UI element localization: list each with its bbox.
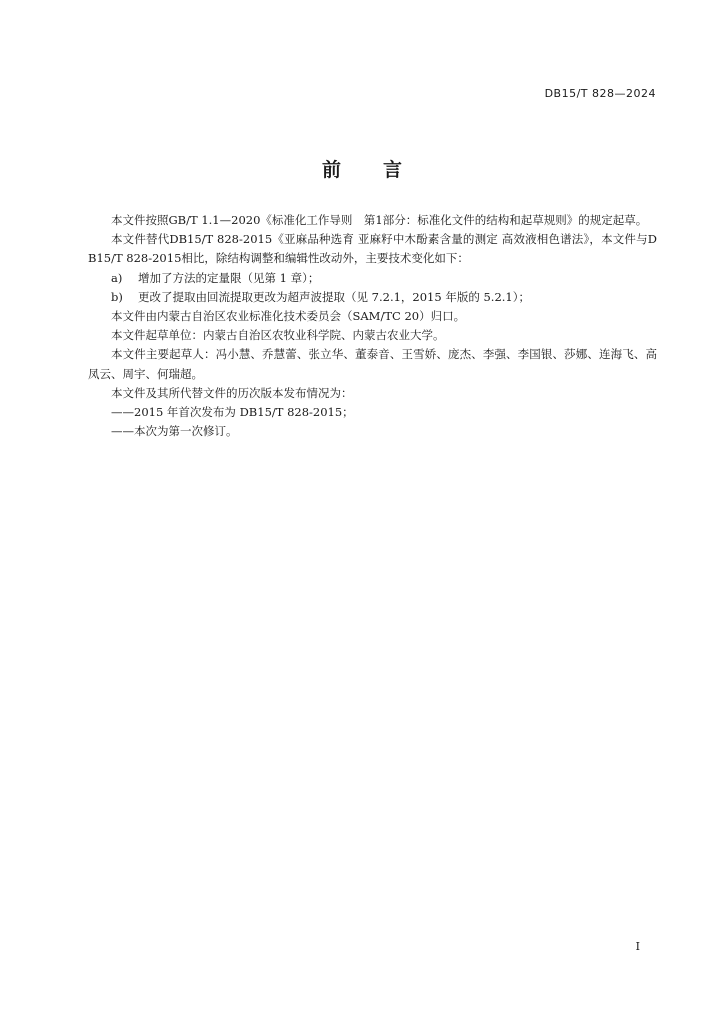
list-item-mark: a) bbox=[111, 270, 123, 285]
title-char-2: 言 bbox=[383, 159, 403, 181]
paragraph-committee: 本文件由内蒙古自治区农业标准化技术委员会（SAM/TC 20）归口。 bbox=[111, 309, 466, 324]
paragraph-history-intro: 本文件及其所代替文件的历次版本发布情况为： bbox=[111, 385, 353, 400]
list-item bbox=[88, 269, 657, 288]
history-item: ——本次为第一次修订。 bbox=[111, 424, 238, 439]
history-item: ——2015 年首次发布为 DB15/T 828-2015； bbox=[111, 405, 354, 420]
paragraph-replacement: 本文件替代DB15/T 828-2015《亚麻品种选育 亚麻籽中木酚素含量的测定 高效液相色谱法》，本文件与DB15/T 828-2015相比，除结构调整和编辑性改动外，主要技术变化如下： bbox=[88, 232, 657, 266]
document-code: DB15/T 828—2024 bbox=[544, 87, 656, 100]
list-item-text: 更改了提取由回流提取更改为超声波提取（见 7.2.1，2015 年版的 5.2.1）； bbox=[138, 289, 531, 304]
paragraph-drafting-rules: 本文件按照GB/T 1.1—2020《标准化工作导则 第1部分：标准化文件的结构和起草规则》的规定起草。 bbox=[111, 213, 648, 227]
list-item bbox=[88, 288, 657, 307]
paragraph-drafters: 本文件主要起草人：冯小慧、乔慧蕾、张立华、董泰音、王雪娇、庞杰、李强、李国银、莎娜、连海飞、高凤云、周宇、何瑞超。 bbox=[88, 347, 657, 381]
page-number: I bbox=[635, 940, 640, 953]
list-item-mark: b) bbox=[111, 289, 123, 304]
list-item-text: 增加了方法的定量限（见第 1 章）； bbox=[138, 270, 320, 285]
paragraph-drafting-units: 本文件起草单位：内蒙古自治区农牧业科学院、内蒙古农业大学。 bbox=[111, 328, 445, 343]
title-char-1: 前 bbox=[321, 159, 341, 181]
preface-body bbox=[88, 211, 657, 441]
page-title bbox=[0, 155, 724, 182]
